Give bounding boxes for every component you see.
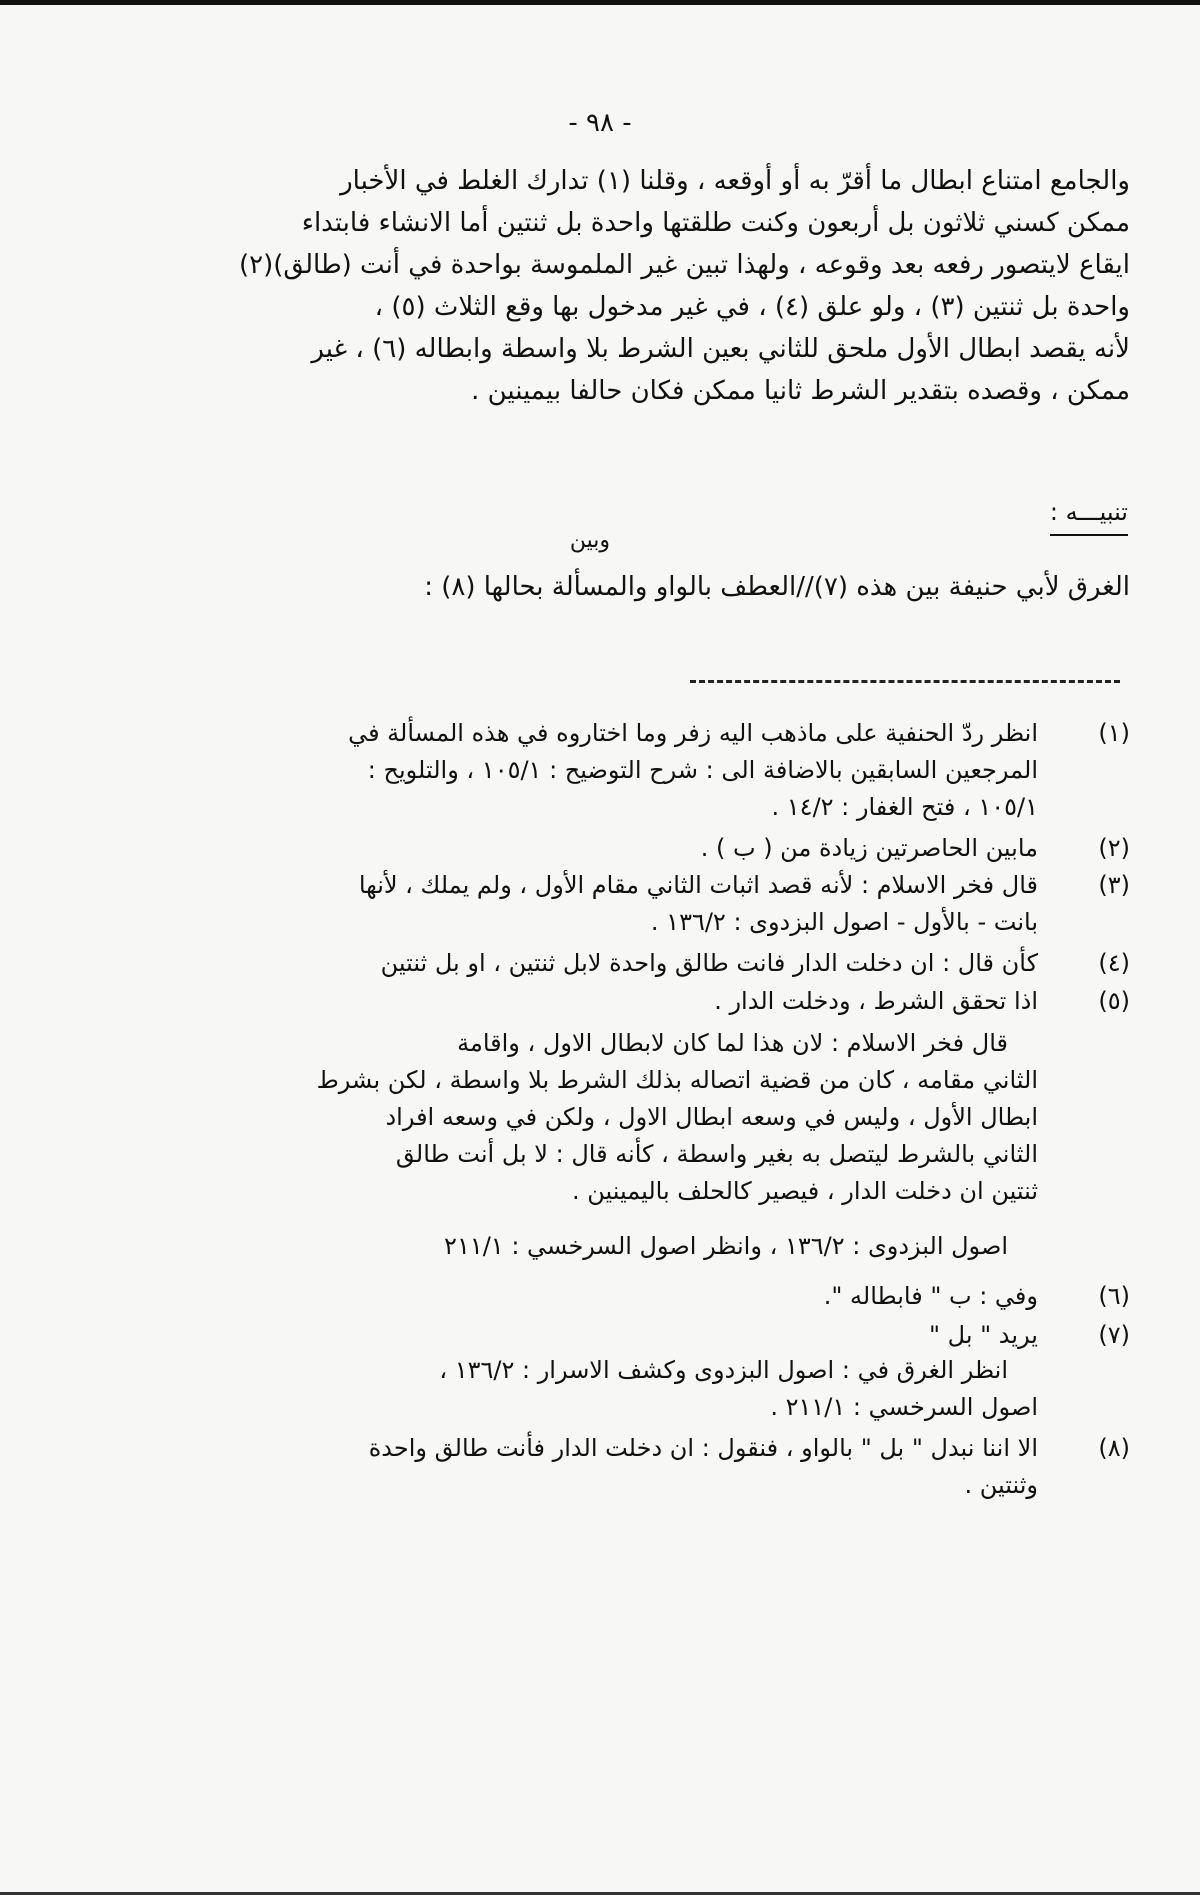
footnote-number: (٢) <box>1098 834 1130 862</box>
footnote-number: (٤) <box>1098 949 1130 977</box>
text-line: لأنه يقصد ابطال الأول ملحق للثاني بعين الشرط بلا واسطة وابطاله (٦) ، غير <box>311 334 1130 364</box>
footnote-5 <box>70 983 1130 1020</box>
text-line: ممكن ، وقصده بتقدير الشرط ثانيا ممكن فكان حالفا بيمينين . <box>471 376 1130 406</box>
footnote-line: انظر الغرق في : اصول البزدوى وكشف الاسرار : ١٣٦/٢ ، <box>439 1356 1008 1384</box>
footnote-line: الا اننا نبدل " بل " بالواو ، فنقول : ان دخلت الدار فأنت طالق واحدة <box>368 1434 1038 1462</box>
footnote-5-reference <box>188 1228 1038 1265</box>
footnote-line: وثنتين . <box>964 1471 1038 1499</box>
text-line: ممكن كسني ثلاثون بل أربعون وكنت طلقتها واحدة بل ثنتين أما الانشاء فابتداء <box>301 208 1130 238</box>
quote-line: الثاني مقامه ، كان من قضية اتصاله بذلك الشرط بلا واسطة ، لكن بشرط <box>316 1066 1038 1094</box>
footnote-line: يريد " بل " <box>928 1321 1038 1349</box>
footnote-line: بانت - بالأول - اصول البزدوى : ١٣٦/٢ . <box>650 908 1038 936</box>
footnote-number: (٥) <box>1098 987 1130 1015</box>
difference-line: الغرق لأبي حنيفة بين هذه (٧)//العطف بالواو والمسألة بحالها (٨) : <box>424 572 1130 602</box>
quote-line: الثاني بالشرط ليتصل به بغير واسطة ، كأنه قال : لا بل أنت طالق <box>395 1140 1038 1168</box>
footnote-separator <box>690 680 1120 683</box>
quote-line: قال فخر الاسلام : لان هذا لما كان لابطال الاول ، واقامة <box>457 1029 1008 1057</box>
footnote-line: اصول السرخسي : ٢١١/١ . <box>770 1393 1038 1421</box>
inserted-word: وبين <box>569 528 610 553</box>
text-line: ايقاع لايتصور رفعه بعد وقوعه ، ولهذا تبين غير الملموسة بواحدة في أنت (طالق)(٢) <box>239 250 1130 280</box>
quote-line: ثنتين ان دخلت الدار ، فيصير كالحلف باليمينين . <box>571 1177 1038 1205</box>
reference-line: اصول البزدوى : ١٣٦/٢ ، وانظر اصول السرخسي : ٢١١/١ <box>444 1232 1008 1260</box>
footnote-body <box>70 715 1038 826</box>
footnote-number: (٧) <box>1098 1321 1130 1349</box>
footnote-6 <box>70 1278 1130 1315</box>
footnote-line: ١٠٥/١ ، فتح الغفار : ١٤/٢ . <box>771 793 1038 821</box>
text-line: واحدة بل ثنتين (٣) ، ولو علق (٤) ، في غير مدخول بها وقع الثلاث (٥) ، <box>374 292 1130 322</box>
footnote-1 <box>70 715 1130 826</box>
footnote-5-quote <box>188 1025 1038 1210</box>
footnote-number: (٣) <box>1098 871 1130 899</box>
footnote-number: (٨) <box>1098 1434 1130 1462</box>
quote-line: ابطال الأول ، وليس في وسعه ابطال الاول ، ولكن في وسعه افراد <box>385 1103 1038 1131</box>
footnote-line: وفي : ب " فابطاله ". <box>823 1282 1038 1310</box>
footnote-3 <box>70 867 1130 941</box>
footnote-7-continuation <box>188 1352 1038 1426</box>
footnote-2 <box>70 830 1130 867</box>
footnote-line: كأن قال : ان دخلت الدار فانت طالق واحدة لابل ثنتين ، او بل ثنتين <box>380 949 1038 977</box>
footnote-8 <box>70 1430 1130 1504</box>
footnote-number: (١) <box>1098 719 1130 747</box>
footnote-4 <box>70 945 1130 982</box>
footnote-line: قال فخر الاسلام : لأنه قصد اثبات الثاني مقام الأول ، ولم يملك ، لأنها <box>358 871 1038 899</box>
main-paragraph <box>120 160 1130 412</box>
text-line: والجامع امتناع ابطال ما أقرّ به أو أوقعه ، وقلنا (١) تدارك الغلط في الأخبار <box>340 166 1130 196</box>
top-border <box>0 0 1200 5</box>
note-heading: تنبيـــه : <box>1050 498 1128 536</box>
footnote-number: (٦) <box>1098 1282 1130 1310</box>
footnote-7 <box>70 1317 1130 1354</box>
footnote-line: مابين الحاصرتين زيادة من ( ب ) . <box>700 834 1038 862</box>
footnote-line: المرجعين السابقين بالاضافة الى : شرح التوضيح : ١٠٥/١ ، والتلويح : <box>367 756 1038 784</box>
page-number: - ٩٨ - <box>568 108 632 138</box>
footnote-line: انظر ردّ الحنفية على ماذهب اليه زفر وما اختاروه في هذه المسألة في <box>348 719 1038 747</box>
footnote-line: اذا تحقق الشرط ، ودخلت الدار . <box>714 987 1038 1015</box>
